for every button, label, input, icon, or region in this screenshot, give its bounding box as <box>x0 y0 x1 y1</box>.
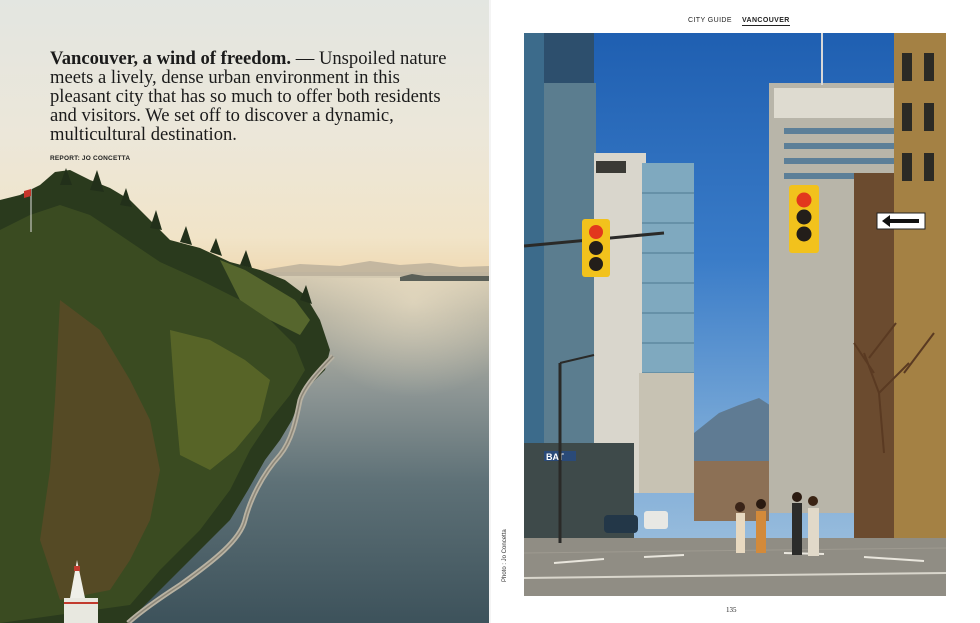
street-sign-text: BAT <box>546 452 564 462</box>
header-current-city: VANCOUVER <box>741 17 790 24</box>
report-byline: REPORT: JO CONCETTA <box>50 155 131 162</box>
headline-lead: Vancouver, a wind of freedom. <box>50 48 292 69</box>
left-page <box>0 0 489 623</box>
vancouver-street-photo <box>524 33 946 596</box>
page-number: 135 <box>726 606 737 614</box>
traffic-light-right <box>789 185 819 253</box>
traffic-light-left <box>582 219 610 277</box>
street-scene <box>524 33 946 596</box>
headline-body: — Unspoiled nature meets a lively, dense urban environment in this pleasant city that has so much to offer both residents and visitors. We set off to discover a dynamic, multicultural destination. <box>50 48 447 145</box>
article-headline <box>50 49 450 144</box>
photo-credit: Photo : Jo Concetta <box>502 529 508 582</box>
header-section: CITY GUIDE <box>688 17 732 24</box>
running-header <box>688 17 790 26</box>
